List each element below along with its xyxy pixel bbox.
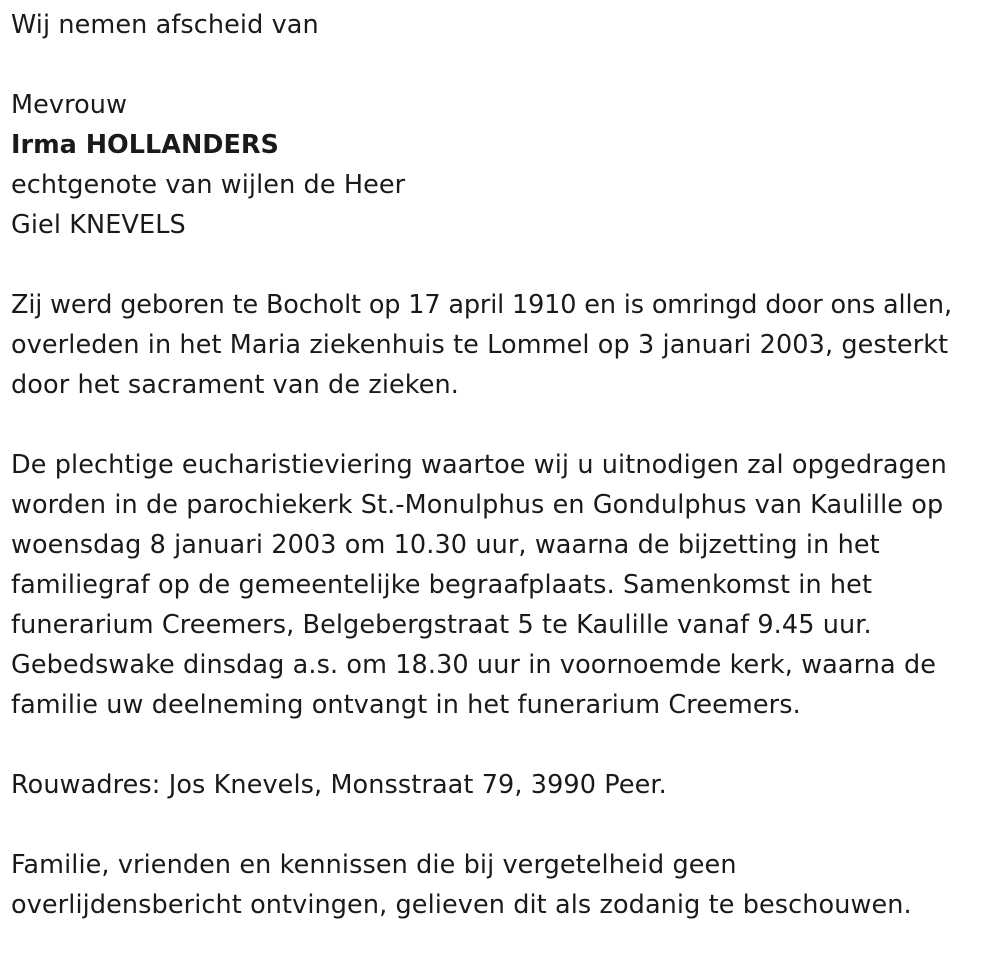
paragraph-line: De plechtige eucharistieviering waartoe wij u uitnodigen zal opgedragen	[11, 450, 947, 480]
mourning-address: Rouwadres: Jos Knevels, Monsstraat 79, 3990 Peer.	[11, 770, 667, 800]
spacer	[11, 245, 996, 285]
paragraph-line: funerarium Creemers, Belgebergstraat 5 te Kaulille vanaf 9.45 uur.	[11, 610, 872, 640]
spacer	[11, 725, 996, 765]
spouse-name: Giel KNEVELS	[11, 210, 186, 240]
spacer	[11, 45, 996, 85]
closing-paragraph	[11, 845, 996, 925]
paragraph-line: woensdag 8 januari 2003 om 10.30 uur, waarna de bijzetting in het	[11, 530, 880, 560]
paragraph-line: familie uw deelneming ontvangt in het funerarium Creemers.	[11, 690, 801, 720]
paragraph-line: overlijdensbericht ontvingen, gelieven dit als zodanig te beschouwen.	[11, 890, 912, 920]
paragraph-line: Gebedswake dinsdag a.s. om 18.30 uur in voornoemde kerk, waarna de	[11, 650, 937, 680]
spacer	[11, 805, 996, 845]
intro-line: Wij nemen afscheid van	[11, 10, 319, 40]
deceased-name: Irma HOLLANDERS	[11, 130, 279, 160]
birth-death-paragraph	[11, 285, 996, 405]
paragraph-line: familiegraf op de gemeentelijke begraafplaats. Samenkomst in het	[11, 570, 873, 600]
relation-line: echtgenote van wijlen de Heer	[11, 170, 406, 200]
paragraph-line: Familie, vrienden en kennissen die bij vergetelheid geen	[11, 850, 737, 880]
spacer	[11, 405, 996, 445]
paragraph-line: overleden in het Maria ziekenhuis te Lommel op 3 januari 2003, gesterkt	[11, 330, 949, 360]
obituary-notice	[11, 5, 996, 925]
paragraph-line: door het sacrament van de zieken.	[11, 370, 460, 400]
paragraph-line: worden in de parochiekerk St.-Monulphus en Gondulphus van Kaulille op	[11, 490, 944, 520]
salutation: Mevrouw	[11, 90, 128, 120]
ceremony-paragraph	[11, 445, 996, 725]
paragraph-line: Zij werd geboren te Bocholt op 17 april 1910 en is omringd door ons allen,	[11, 290, 952, 320]
